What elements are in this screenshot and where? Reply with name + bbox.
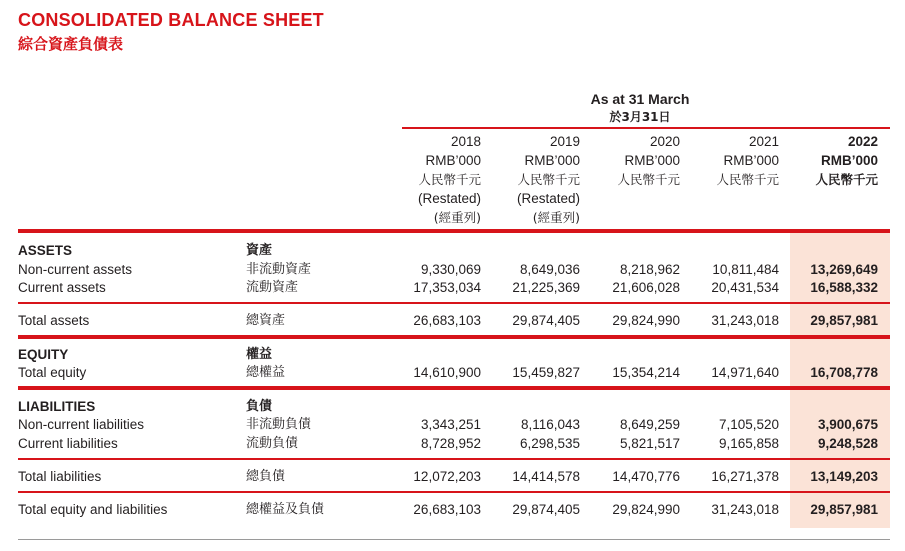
- row-label: Current assets: [18, 280, 106, 295]
- report-title-zh: 綜合資產負債表: [18, 35, 124, 53]
- row-label: EQUITY: [18, 347, 69, 362]
- cell-value: 29,824,990: [612, 502, 680, 517]
- cell-value: 14,414,578: [512, 469, 580, 484]
- column-unit: RMB’000: [820, 153, 878, 168]
- table-row: [0, 278, 905, 297]
- table-row-assets-heading: [0, 241, 905, 260]
- cell-value: 5,821,517: [619, 436, 680, 451]
- cell-value: 15,459,827: [512, 365, 580, 380]
- cell-value: 15,354,214: [612, 365, 680, 380]
- column-year: 2019: [549, 134, 580, 149]
- row-label: Current liabilities: [18, 436, 118, 451]
- row-label: Total assets: [18, 313, 90, 328]
- column-header-2021: [689, 132, 779, 189]
- cell-value: 20,431,534: [711, 280, 779, 295]
- cell-value: 14,971,640: [711, 365, 779, 380]
- table-row-total: [0, 311, 905, 330]
- column-header-2020: [590, 132, 680, 189]
- cell-value: 6,298,535: [519, 436, 580, 451]
- row-label-zh: 權益: [246, 347, 273, 362]
- cell-value: 31,243,018: [711, 502, 779, 517]
- table-bottom-rule: [18, 539, 890, 540]
- cell-value: 21,606,028: [612, 280, 680, 295]
- cell-value: 12,072,203: [413, 469, 481, 484]
- row-label-zh: 總權益: [246, 365, 286, 380]
- row-label-zh: 流動資產: [246, 280, 299, 295]
- cell-value: 26,683,103: [413, 313, 481, 328]
- cell-value: 29,874,405: [512, 502, 580, 517]
- cell-value: 16,588,332: [810, 280, 878, 295]
- cell-value: 8,218,962: [619, 262, 680, 277]
- rule-before-total-liabilities: [18, 458, 890, 460]
- column-unit: RMB’000: [723, 153, 779, 168]
- row-label-zh: 流動負債: [246, 436, 299, 451]
- row-label: Total equity: [18, 365, 87, 380]
- table-row-liabilities-heading: [0, 397, 905, 416]
- rule-after-total-liabilities: [18, 491, 890, 493]
- column-unit: RMB’000: [425, 153, 481, 168]
- column-unit-zh: 人民幣千元: [517, 172, 580, 187]
- period-header: [400, 90, 880, 126]
- column-year: 2022: [847, 134, 878, 149]
- column-unit-zh: 人民幣千元: [617, 172, 680, 187]
- rule-after-total-assets: [18, 335, 890, 339]
- row-label: LIABILITIES: [18, 399, 96, 414]
- cell-value: 8,116,043: [520, 417, 580, 432]
- column-year: 2020: [649, 134, 680, 149]
- row-label: ASSETS: [18, 243, 73, 258]
- cell-value: 8,649,259: [619, 417, 680, 432]
- cell-value: 14,470,776: [612, 469, 680, 484]
- cell-value: 31,243,018: [711, 313, 779, 328]
- row-label-zh: 非流動資產: [246, 262, 312, 277]
- cell-value: 13,269,649: [810, 262, 878, 277]
- row-label: Total liabilities: [18, 469, 102, 484]
- cell-value: 14,610,900: [413, 365, 481, 380]
- cell-value: 9,165,858: [718, 436, 779, 451]
- column-unit: RMB’000: [624, 153, 680, 168]
- cell-value: 7,105,520: [718, 417, 779, 432]
- cell-value: 29,857,981: [810, 502, 878, 517]
- period-label: As at 31 March: [590, 91, 690, 107]
- row-label-zh: 總資產: [246, 313, 286, 328]
- row-label: Non-current assets: [18, 262, 133, 277]
- cell-value: 29,824,990: [612, 313, 680, 328]
- table-row: [0, 434, 905, 453]
- table-row: [0, 260, 905, 279]
- cell-value: 3,343,251: [420, 417, 481, 432]
- row-label-zh: 資產: [246, 243, 273, 258]
- table-row: [0, 363, 905, 382]
- table-row-total: [0, 500, 905, 519]
- cell-value: 26,683,103: [413, 502, 481, 517]
- row-label: Non-current liabilities: [18, 417, 145, 432]
- cell-value: 17,353,034: [413, 280, 481, 295]
- cell-value: 9,330,069: [420, 262, 481, 277]
- column-unit-zh: 人民幣千元: [716, 172, 779, 187]
- rule-before-total-assets: [18, 302, 890, 304]
- period-label-zh: 於3月31日: [609, 110, 671, 124]
- table-row: [0, 415, 905, 434]
- table-row-total: [0, 467, 905, 486]
- row-label-zh: 負債: [246, 399, 273, 414]
- table-row-equity-heading: [0, 345, 905, 364]
- column-header-2022: [788, 132, 878, 189]
- column-header-2019: [490, 132, 580, 227]
- column-note: (Restated): [516, 191, 580, 206]
- column-year: 2018: [450, 134, 481, 149]
- report-title: CONSOLIDATED BALANCE SHEET: [18, 10, 324, 30]
- column-note-zh: (經重列): [532, 210, 580, 225]
- row-label: Total equity and liabilities: [18, 502, 168, 517]
- column-note-zh: (經重列): [433, 210, 481, 225]
- column-unit-zh: 人民幣千元: [815, 172, 878, 187]
- cell-value: 29,857,981: [810, 313, 878, 328]
- row-label-zh: 非流動負債: [246, 417, 312, 432]
- cell-value: 21,225,369: [512, 280, 580, 295]
- period-underline: [402, 127, 890, 129]
- rule-after-total-equity: [18, 386, 890, 390]
- column-unit-zh: 人民幣千元: [418, 172, 481, 187]
- cell-value: 16,271,378: [711, 469, 779, 484]
- row-label-zh: 總權益及負債: [246, 502, 325, 517]
- cell-value: 13,149,203: [810, 469, 878, 484]
- cell-value: 10,811,484: [712, 262, 779, 277]
- column-year: 2021: [748, 134, 779, 149]
- table-top-rule: [18, 229, 890, 233]
- cell-value: 16,708,778: [810, 365, 878, 380]
- row-label-zh: 總負債: [246, 469, 286, 484]
- cell-value: 3,900,675: [817, 417, 878, 432]
- cell-value: 8,728,952: [420, 436, 481, 451]
- cell-value: 29,874,405: [512, 313, 580, 328]
- cell-value: 8,649,036: [519, 262, 580, 277]
- column-unit: RMB’000: [524, 153, 580, 168]
- cell-value: 9,248,528: [817, 436, 878, 451]
- column-header-2018: [391, 132, 481, 227]
- column-note: (Restated): [417, 191, 481, 206]
